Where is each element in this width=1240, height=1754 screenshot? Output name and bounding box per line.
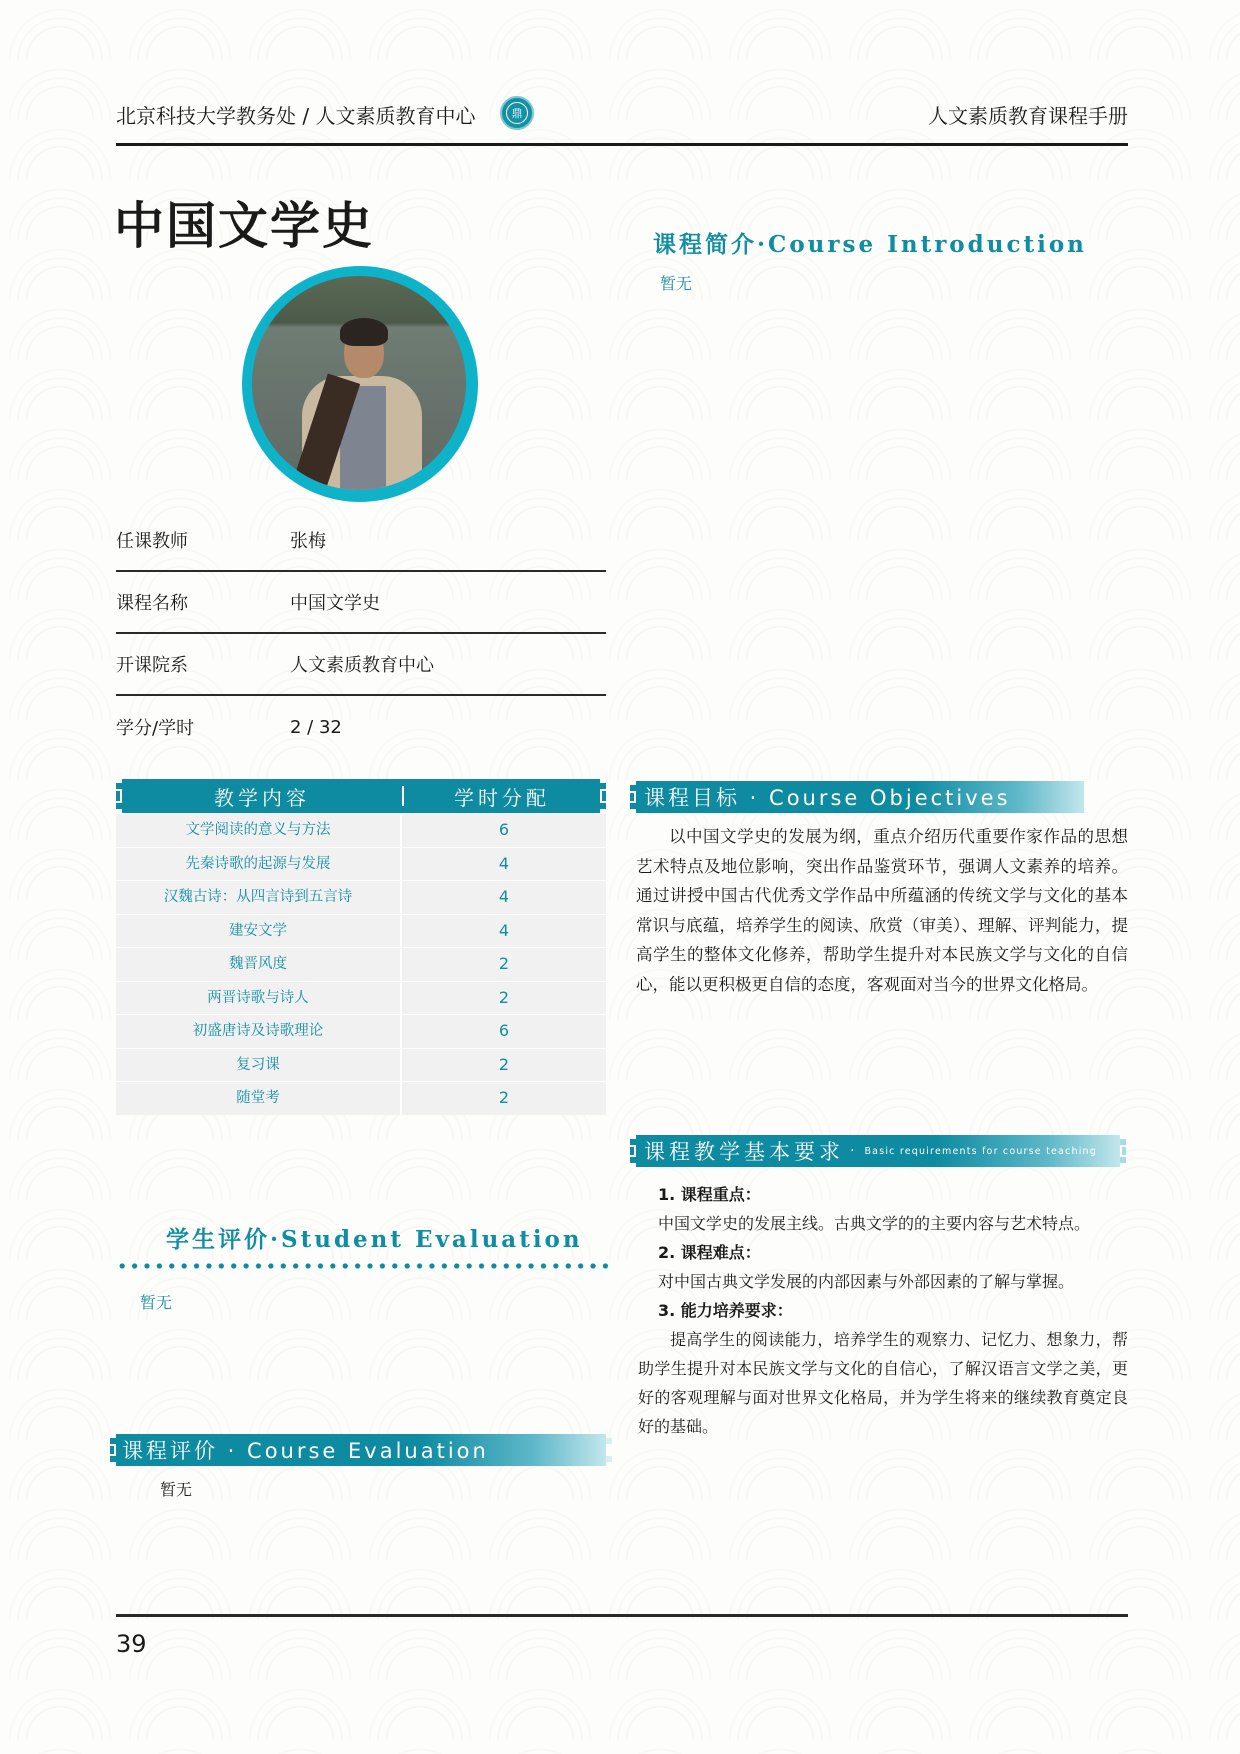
info-value: 中国文学史 (290, 593, 380, 614)
table-row (116, 981, 606, 1015)
notch-decoration (630, 1139, 636, 1145)
table-row (116, 914, 606, 948)
info-value: 张梅 (290, 531, 326, 552)
table-row (116, 947, 606, 981)
topic-cell: 两晋诗歌与诗人 (116, 982, 402, 1015)
notch-decoration (1122, 1147, 1126, 1155)
course-introduction-heading: 课程简介·Course Introduction (653, 231, 1087, 258)
info-value: 2 / 32 (290, 716, 342, 738)
header-right-title: 人文素质教育课程手册 (928, 104, 1128, 128)
notch-decoration (1120, 1157, 1126, 1163)
requirement-body: 对中国古典文学发展的内部因素与外部因素的了解与掌握。 (658, 1272, 1075, 1291)
curriculum-table-header (122, 779, 600, 813)
course-evaluation-body: 暂无 (160, 1480, 193, 1499)
header-left-title: 北京科技大学教务处 / 人文素质教育中心 (116, 104, 476, 128)
course-info-table (116, 510, 606, 758)
table-row (116, 880, 606, 914)
footer-divider (116, 1614, 1128, 1617)
requirement-title: 2. 课程难点： (658, 1243, 761, 1262)
requirements-banner (636, 1135, 1120, 1167)
dotted-divider (116, 1263, 608, 1269)
course-introduction-body: 暂无 (660, 274, 693, 293)
table-row (116, 847, 606, 881)
heading-dot: · (850, 1143, 855, 1159)
info-row-credits (116, 696, 606, 758)
topic-cell: 建安文学 (116, 915, 402, 948)
teacher-avatar (252, 276, 466, 490)
hours-cell: 6 (498, 820, 510, 839)
topic-cell: 复习课 (116, 1049, 402, 1082)
header-divider (116, 143, 1128, 146)
info-label: 开课院系 (116, 655, 188, 676)
column-header-hours: 学时分配 (454, 785, 550, 810)
info-row-department (116, 634, 606, 696)
table-row (116, 1048, 606, 1082)
requirement-body: 提高学生的阅读能力，培养学生的观察力、记忆力、想象力，帮助学生提升对本民族文学与文化的自信心，了解汉语言文学之美，更好的客观理解与面对世界文化格局，并为学生将来的继续教育奠定良好的基础。 (638, 1330, 1128, 1436)
table-row (116, 1014, 606, 1048)
requirement-title: 1. 课程重点： (658, 1185, 761, 1204)
university-seal-icon: 鼎 (500, 96, 534, 130)
hours-cell: 2 (498, 1088, 510, 1107)
notch-decoration (602, 791, 606, 801)
table-row (116, 813, 606, 847)
hours-cell: 6 (498, 1021, 510, 1040)
topic-cell: 初盛唐诗及诗歌理论 (116, 1015, 402, 1048)
notch-decoration (116, 783, 122, 789)
column-header-topic: 教学内容 (214, 785, 310, 810)
info-value: 人文素质教育中心 (290, 655, 434, 676)
notch-decoration (600, 783, 606, 789)
notch-decoration (630, 1147, 634, 1155)
notch-decoration (630, 785, 636, 791)
course-objectives-banner (636, 781, 1084, 813)
notch-decoration (1120, 1139, 1126, 1145)
notch-decoration (110, 1446, 114, 1454)
page-number: 39 (116, 1630, 147, 1658)
notch-decoration (606, 1438, 612, 1444)
requirements-heading (636, 1135, 1120, 1167)
notch-decoration (630, 803, 636, 809)
info-row-teacher (116, 510, 606, 572)
info-row-course-name (116, 572, 606, 634)
hours-cell: 4 (498, 887, 510, 906)
requirement-title: 3. 能力培养要求： (658, 1301, 793, 1320)
requirement-body: 中国文学史的发展主线。古典文学的的主要内容与艺术特点。 (658, 1214, 1091, 1233)
notch-decoration (630, 793, 634, 801)
requirements-heading-en: Basic requirements for course teaching (864, 1145, 1097, 1157)
student-evaluation-heading: 学生评价·Student Evaluation (166, 1226, 583, 1253)
info-label: 课程名称 (116, 593, 188, 614)
notch-decoration (110, 1456, 116, 1462)
notch-decoration (600, 803, 606, 809)
curriculum-table (116, 779, 606, 1115)
notch-decoration (116, 803, 122, 809)
topic-cell: 汉魏古诗：从四言诗到五言诗 (116, 881, 402, 914)
table-row (116, 1081, 606, 1115)
topic-cell: 随堂考 (116, 1082, 402, 1115)
notch-decoration (606, 1456, 612, 1462)
hours-cell: 2 (498, 1054, 510, 1074)
topic-cell: 文学阅读的意义与方法 (116, 814, 402, 847)
student-evaluation-body: 暂无 (140, 1293, 173, 1312)
hours-cell: 2 (498, 987, 510, 1007)
hours-cell: 4 (498, 853, 510, 873)
topic-cell: 魏晋风度 (116, 948, 402, 981)
course-objectives-heading: 课程目标 · Course Objectives (636, 781, 1084, 813)
notch-decoration (630, 1157, 636, 1163)
hours-cell: 4 (498, 920, 510, 940)
requirements-heading-cn: 课程教学基本要求 (644, 1140, 844, 1164)
hours-cell: 2 (498, 954, 510, 973)
info-label: 任课教师 (116, 531, 188, 552)
requirements-list (638, 1180, 1128, 1441)
notch-decoration (110, 1438, 116, 1444)
course-objectives-body: 以中国文学史的发展为纲，重点介绍历代重要作家作品的思想艺术特点及地位影响，突出作品鉴赏环节，强调人文素养的培养。通过讲授中国古代优秀文学作品中所蕴涵的传统文学与文化的基本常识与底蕴，培养学生的阅读、欣赏（审美）、理解、评判能力，提高学生的整体文化修养，帮助学生提升对本民族文学与文化的自信心，能以更积极更自信的态度，客观面对当今的世界文化格局。 (636, 827, 1128, 994)
info-label: 学分/学时 (116, 718, 195, 739)
notch-decoration (116, 791, 120, 801)
page-title: 中国文学史 (114, 197, 374, 255)
course-evaluation-heading: 课程评价 · Course Evaluation (116, 1434, 606, 1466)
topic-cell: 先秦诗歌的起源与发展 (116, 848, 402, 881)
course-evaluation-banner (116, 1434, 606, 1466)
